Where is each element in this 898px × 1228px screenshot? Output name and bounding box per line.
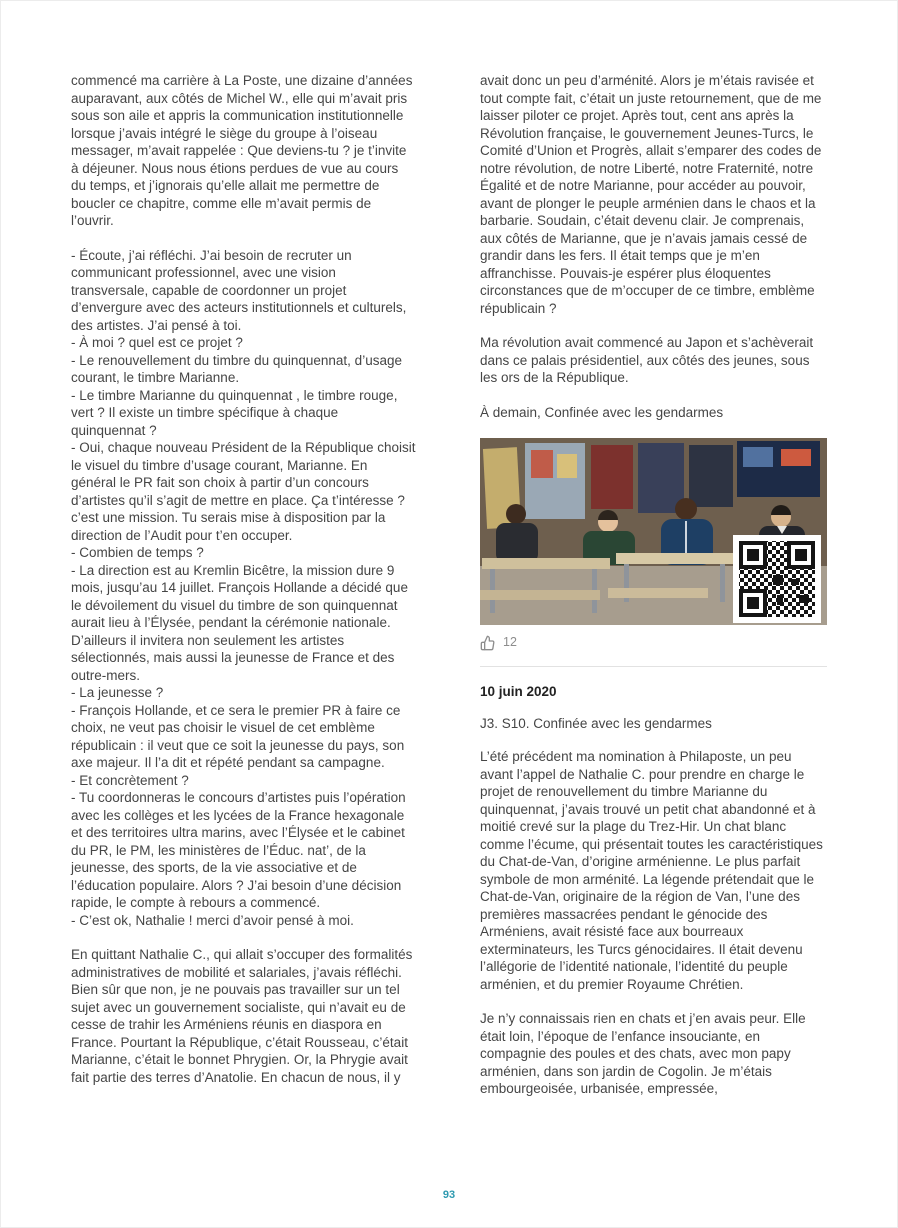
dialogue-line: - C’est ok, Nathalie ! merci d’avoir pensé à moi. — [71, 912, 354, 928]
dialogue-line: - François Hollande, et ce sera le premier PR à faire ce choix, ne veut pas choisir le visuel de cet emblème républicain : il veut que ce soit la jeunesse du pays, son axe majeur. Il l’a dit et répété pendant sa campagne. — [71, 702, 405, 770]
dialogue-line: - Le renouvellement du timbre du quinquennat, d’usage courant, le timbre Marianne. — [71, 352, 402, 385]
body-paragraph: L’été précédent ma nomination à Philaposte, un peu avant l’appel de Nathalie C. pour prendre en charge le projet de renouvellement du timbre Marianne du quinquennat, j’avais trouvé un petit chat abandonné et à moitié crevé sur la plage du Trez-Hir. Un chat blanc comme l’écume, qui présentait toutes les caractéristiques du Chat-de-Van, d’origine arménienne. Le plus parfait symbole de mon arménité. La légende prétendait que le Chat-de-Van, originaire de la région de Van, l’une des premières massacrées pendant le génocide des Arméniens, avait résisté face aux bourreaux exterminateurs, les Turcs génocidaires. Il était devenu l’allégorie de l’identité nationale, l’identité du peuple arménien, et du premier Royaume Chrétien. — [480, 749, 823, 992]
top-paragraphs — [480, 72, 827, 421]
dialogue-line: - La direction est au Kremlin Bicêtre, la mission dure 9 mois, jusqu’au 14 juillet. François Hollande a décidé que le dévoilement du visuel du timbre de son quinquennat aurait lieu à l’Élysée, pendant la cérémonie nationale. D’ailleurs il invitera non seulement les artistes sélectionnés, mais aussi la jeunesse de France et des outre-mers. — [71, 562, 408, 683]
body-paragraph: Je n’y connaissais rien en chats et j’en avais peur. Elle était loin, l’époque de l’enfance insouciante, en compagnie des poules et des chats, avec mon papy arménien, dans son jardin de Cogolin. Je m’étais embourgeoisée, urbanisée, empressée, — [480, 1011, 806, 1096]
dialogue-line: - Oui, chaque nouveau Président de la République choisit le visuel du timbre d’usage courant, Marianne. En général le PR fait son choix à partir d’un concours d’artistes qu’il s’agit de mettre en place. Ça t’intéresse ? c’est une mission. Tu serais mise à disposition par la direction de l’Audit pour t’en occuper. — [71, 440, 416, 543]
classroom-photo — [480, 438, 827, 625]
entry-divider — [480, 666, 827, 667]
body-paragraph: avait donc un peu d’arménité. Alors je m’étais ravisée et tout compte fait, c’était un juste retournement, que de me laisser piloter ce projet. Après tout, cent ans après la Révolution française, le gouvernement Jeunes-Turcs, le Comité d’Union et Progrès, allait s’emparer des codes de notre révolution, de notre Liberté, notre Fraternité, notre Égalité et de notre Marianne, pour accéder au pouvoir, avant de plonger le peuple arménien dans le chaos et la barbarie. Soudain, c’était devenu clair. Je comprenais, aux côtés de Marianne, que je n’avais jamais cessé de grandir dans les fers. Il était temps que je m’en affranchisse. Pouvais-je espérer plus éloquentes circonstances que de m’occuper de ce timbre, emblème républicain ? — [480, 73, 822, 316]
dialogue-line: - Tu coordonneras le concours d’artistes puis l’opération avec les collèges et les lycées de la France hexagonale et des territoires ultra marins, avec l’Élysée et le cabinet du PR, le PM, les ministères de l’Éduc. nat’, de la jeunesse, des sports, de la vie associative et de l’éducation populaire. Alors ? J’ai besoin d’une décision rapide, le compte à rebours a commencé. — [71, 790, 406, 910]
entry-title: J3. S10. Confinée avec les gendarmes — [480, 715, 712, 731]
dialogue-block — [71, 247, 416, 930]
like-row — [480, 634, 827, 651]
dialogue-line: - Combien de temps ? — [71, 545, 204, 560]
page-number: 93 — [442, 1189, 456, 1201]
dialogue-line: - Écoute, j’ai réfléchi. J’ai besoin de recruter un communicant professionnel, avec une vision transversale, capable de coordonner un projet d’envergure avec des acteurs institutionnels et culturels, des artistes. J’ai pensé à toi. — [71, 247, 407, 333]
body-paragraph: Ma révolution avait commencé au Japon et s’achèverait dans ce palais présidentiel, aux côtés des jeunes, sous les ors de la République. — [480, 335, 814, 385]
intro-paragraph: commencé ma carrière à La Poste, une dizaine d’années auparavant, aux côtés de Michel W., elle qui m’avait pris sous son aile et appris la communication institutionnelle lorsque j’avais intégré le siège du groupe à l’oiseau messager, m’avait rappelée : Que deviens-tu ? je t’invite à déjeuner. Nous nous étions perdues de vue au cours du temps, et j’ignorais qu’elle allait me permettre de boucler ce chapitre, comme elle m’avait permis de l’ouvrir. — [71, 73, 413, 228]
two-column-layout — [71, 72, 827, 1115]
photo-illustration — [480, 438, 827, 625]
dialogue-line: - À moi ? quel est ce projet ? — [71, 335, 243, 350]
like-count: 12 — [503, 635, 517, 649]
right-column — [480, 72, 827, 1115]
entry-date: 10 juin 2020 — [480, 684, 557, 699]
left-column — [71, 72, 416, 1115]
dialogue-line: - Et concrètement ? — [71, 772, 189, 788]
dialogue-line: - La jeunesse ? — [71, 685, 164, 700]
thumbs-up-icon — [480, 635, 496, 651]
body-paragraph: À demain, Confinée avec les gendarmes — [480, 404, 724, 420]
entry-paragraphs — [480, 748, 827, 1098]
closing-paragraph: En quittant Nathalie C., qui allait s’occuper des formalités administratives de mobilité et salariales, j’avais réfléchi. Bien sûr que non, je ne pouvais pas travailler sur un tel sujet avec un gouvernement socialiste, qui n’avait eu de cesse de trahir les Arméniens réunis en diaspora en France. Pourtant la République, c’était Rousseau, c’était Marianne, c’était le bonnet Phrygien. Or, la Phrygie avait fait partie des terres d’Anatolie. En chacun de nous, il y — [71, 947, 413, 1085]
qr-code-overlay — [733, 535, 821, 623]
dialogue-line: - Le timbre Marianne du quinquennat , le timbre rouge, vert ? Il existe un timbre spécifique à chaque quinquennat ? — [71, 387, 398, 438]
like-button[interactable] — [480, 635, 496, 651]
